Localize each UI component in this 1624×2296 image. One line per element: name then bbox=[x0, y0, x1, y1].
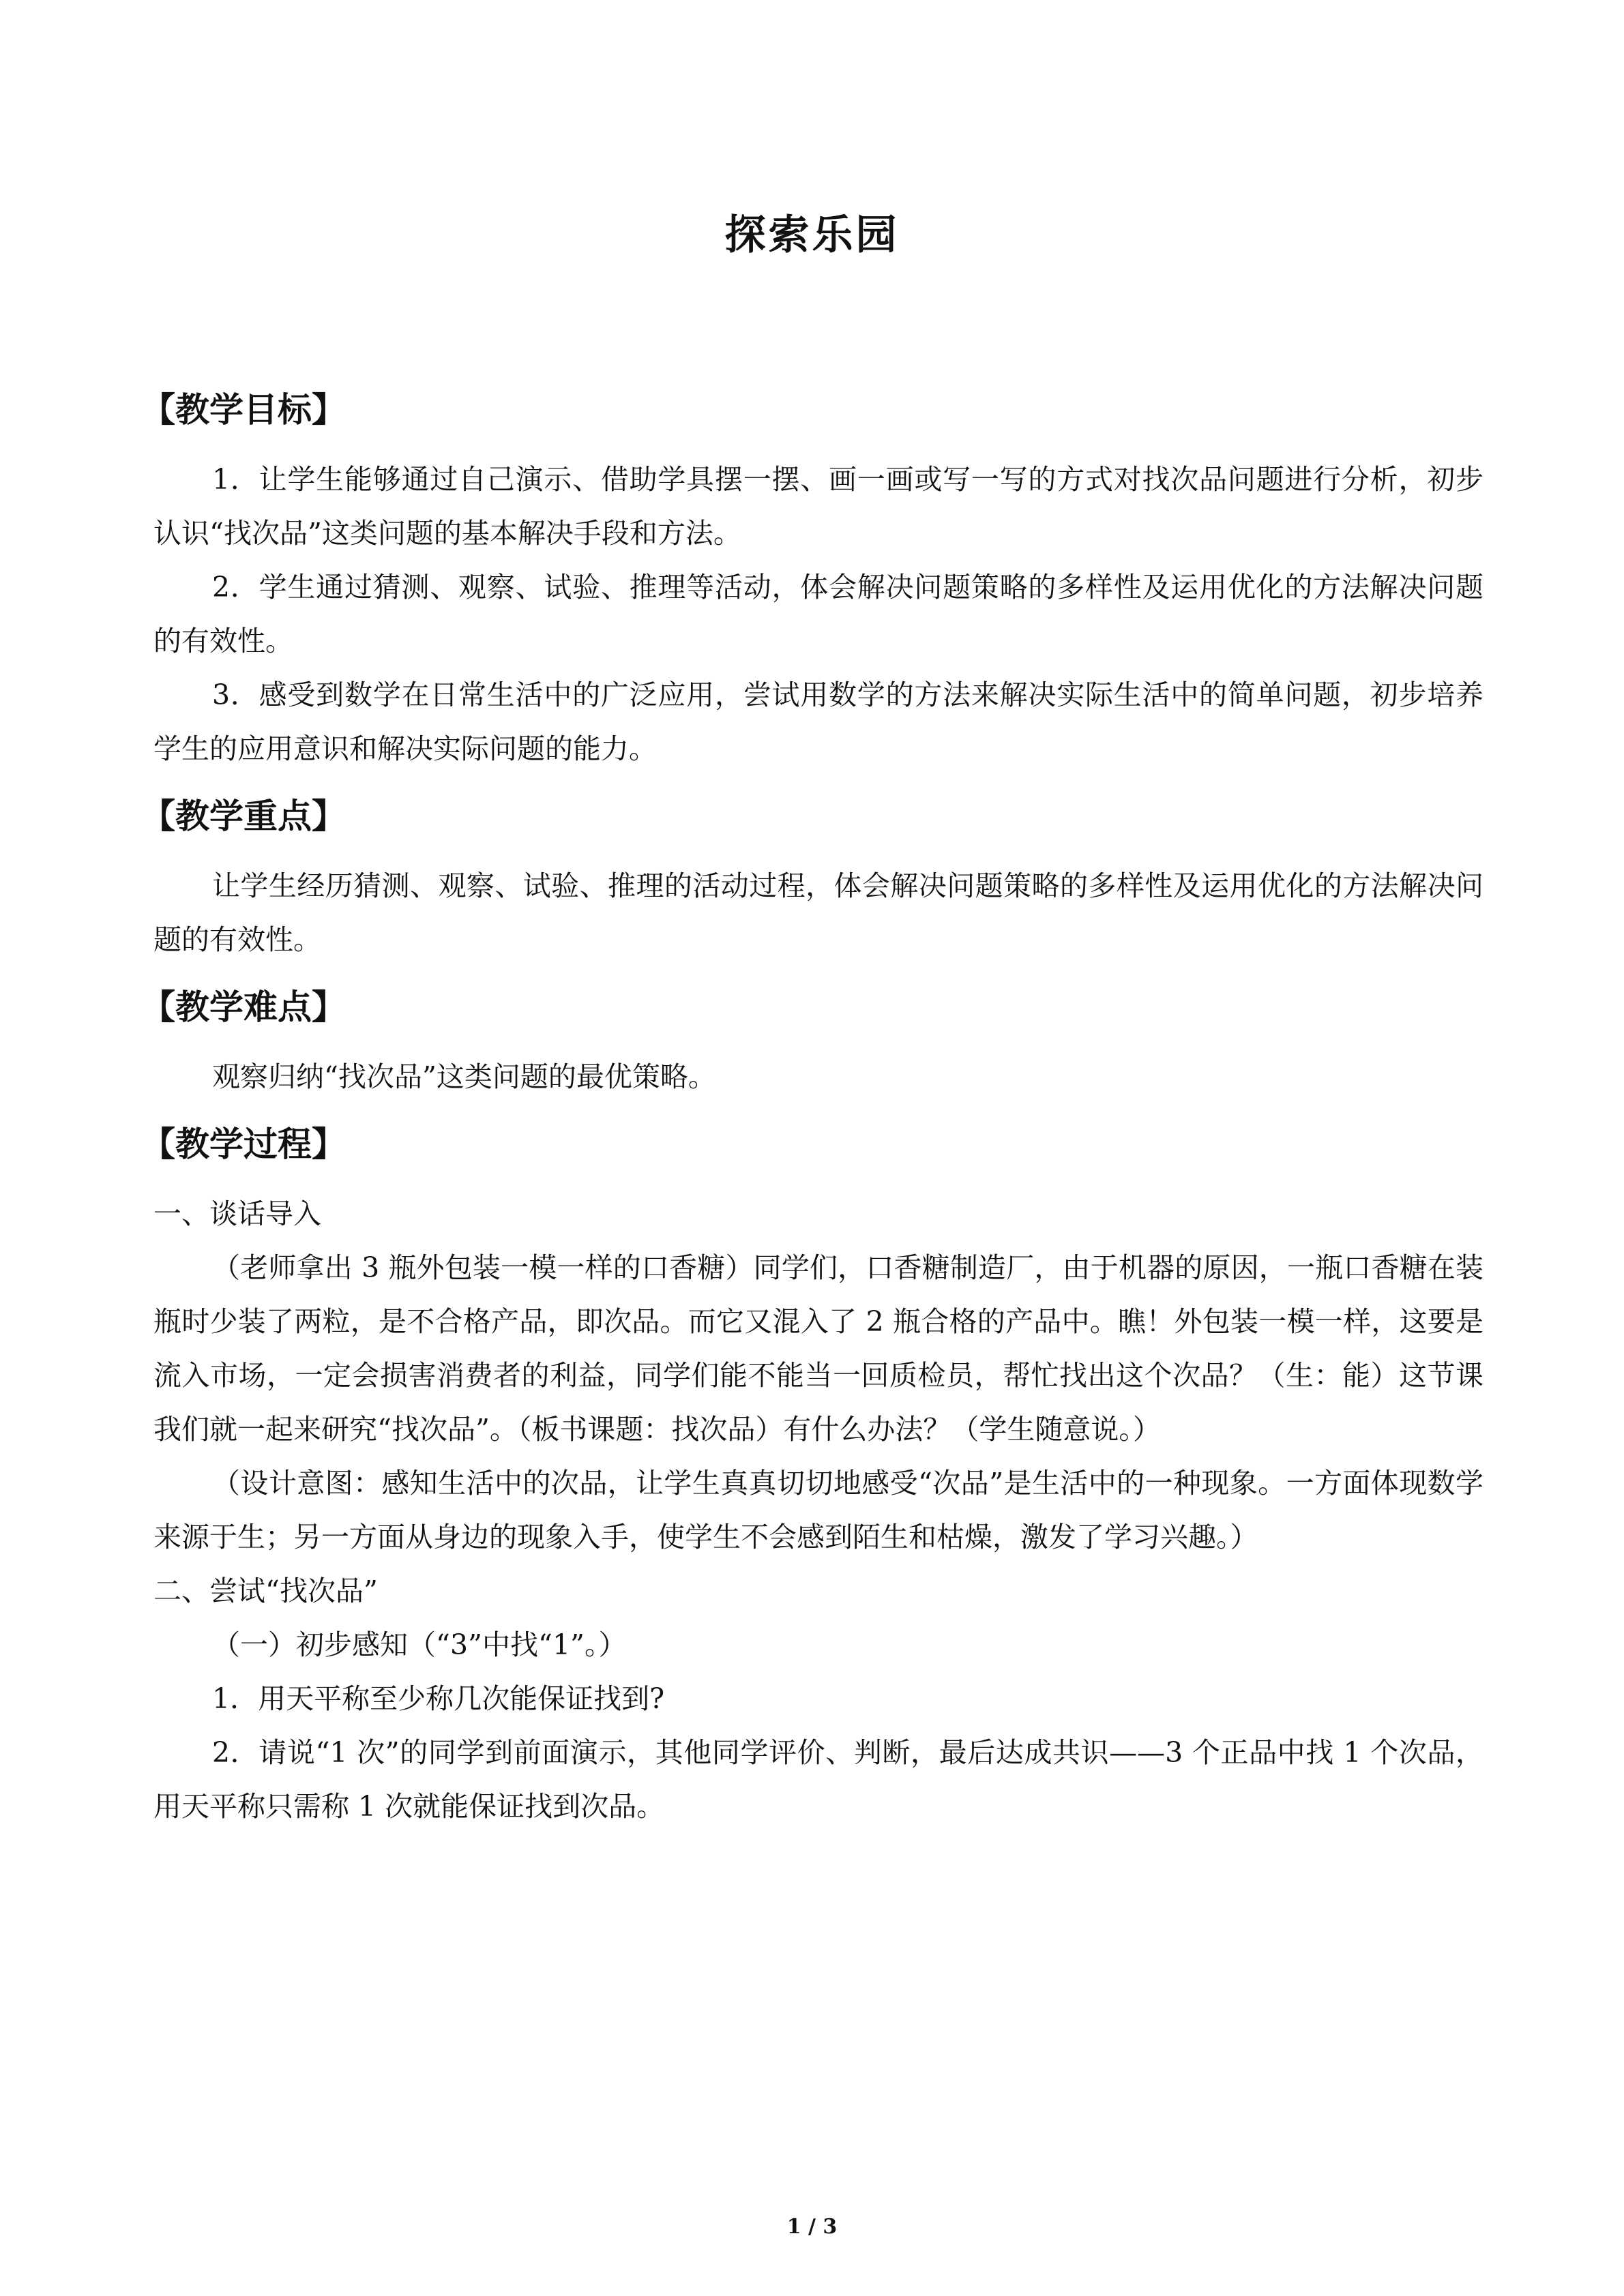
process-part1-paragraph-1: （老师拿出 3 瓶外包装一模一样的口香糖）同学们，口香糖制造厂，由于机器的原因，一瓶口香糖在装瓶时少装了两粒，是不合格产品，即次品。而它又混入了 2 瓶合格的产品中。瞧！外包装一模一样，这要是流入市场，一定会损害消费者的利益，同学们能不能当一回质检员，帮忙找出这个次品？（生：能）这节课我们就一起来研究“找次品”。（板书课题：找次品）有什么办法？（学生随意说。） bbox=[153, 1251, 1483, 1446]
page-number: 1 / 3 bbox=[786, 2215, 838, 2239]
process-part1-paragraph-2: （设计意图：感知生活中的次品，让学生真真切切地感受“次品”是生活中的一种现象。一方面体现数学来源于生；另一方面从身边的现象入手，使学生不会感到陌生和枯燥，激发了学习兴趣。） bbox=[153, 1467, 1483, 1553]
document-body bbox=[141, 382, 1483, 1834]
process-part2-item-1: 1．用天平称至少称几次能保证找到? bbox=[212, 1682, 665, 1715]
objective-item-1: 1．让学生能够通过自己演示、借助学具摆一摆、画一画或写一写的方式对找次品问题进行分析，初步认识“找次品”这类问题的基本解决手段和方法。 bbox=[153, 463, 1483, 550]
document-title: 探索乐园 bbox=[724, 211, 900, 259]
heading-difficulties: 【教学难点】 bbox=[141, 987, 346, 1027]
process-part1-title: 一、谈话导入 bbox=[153, 1197, 321, 1230]
process-part2-subtitle: （一）初步感知（“3”中找“1”。） bbox=[212, 1628, 627, 1661]
difficulties-text: 观察归纳“找次品”这类问题的最优策略。 bbox=[212, 1060, 716, 1093]
objective-item-2: 2．学生通过猜测、观察、试验、推理等活动，体会解决问题策略的多样性及运用优化的方法解决问题的有效性。 bbox=[153, 571, 1483, 657]
process-part2-item-2: 2．请说“1 次”的同学到前面演示，其他同学评价、判断，最后达成共识——3 个正品中找 1 个次品，用天平称只需称 1 次就能保证找到次品。 bbox=[153, 1736, 1483, 1823]
heading-process: 【教学过程】 bbox=[141, 1124, 346, 1164]
heading-objectives: 【教学目标】 bbox=[141, 390, 346, 430]
objective-item-3: 3．感受到数学在日常生活中的广泛应用，尝试用数学的方法来解决实际生活中的简单问题，初步培养学生的应用意识和解决实际问题的能力。 bbox=[153, 679, 1483, 765]
process-part2-title: 二、尝试“找次品” bbox=[153, 1575, 378, 1607]
key-points-text: 让学生经历猜测、观察、试验、推理的活动过程，体会解决问题策略的多样性及运用优化的方法解决问题的有效性。 bbox=[153, 869, 1483, 956]
heading-key-points: 【教学重点】 bbox=[141, 796, 346, 836]
